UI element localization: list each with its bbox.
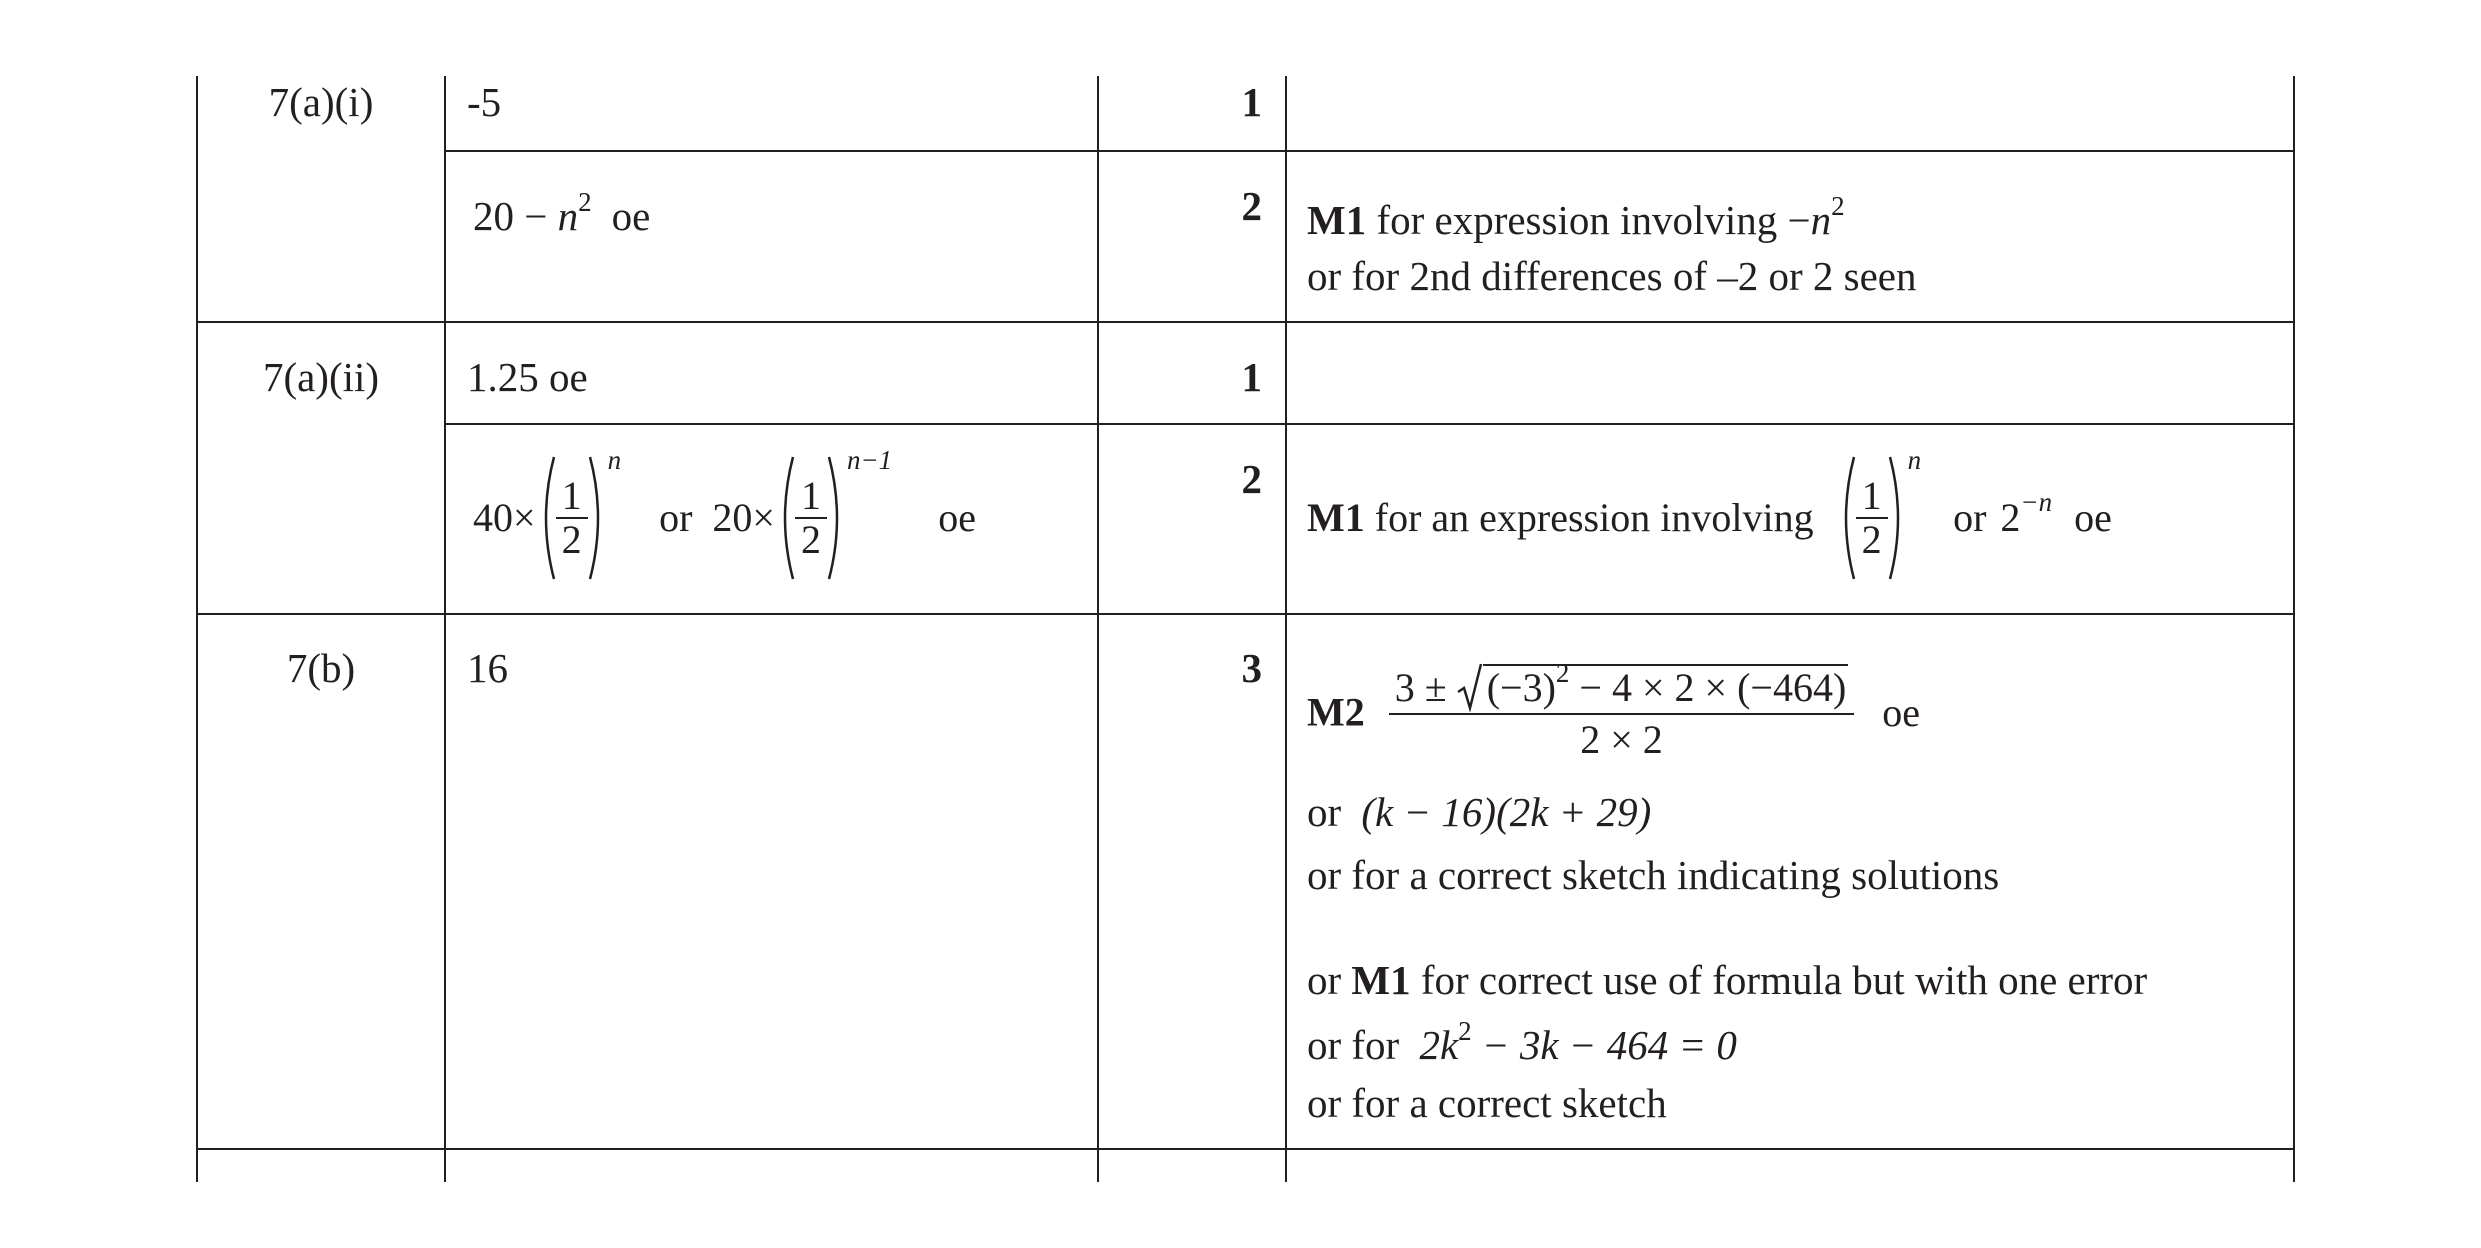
radicand-exponent: 2 — [1555, 658, 1570, 689]
answer-exponent: 2 — [578, 187, 592, 218]
notes-text: for an expression involving — [1364, 495, 1824, 540]
notes-line: or for 2nd differences of –2 or 2 seen — [1307, 253, 1917, 299]
notes-line — [1307, 658, 1921, 762]
row-divider — [444, 150, 2295, 152]
left-paren-icon — [536, 455, 556, 581]
table-divider-question — [444, 76, 446, 1182]
notes-math-sign: − — [1787, 197, 1811, 243]
table-border-left — [196, 76, 198, 1182]
notes-text: for expression involving — [1366, 197, 1788, 243]
radicand-part: − 4 × 2 × (−464) — [1569, 665, 1847, 710]
notes-variable: n — [1810, 197, 1832, 243]
formula-suffix: oe — [1882, 689, 1921, 735]
method-mark: M1 — [1351, 957, 1411, 1003]
answer-suffix: oe — [611, 193, 651, 239]
mark-cell: 1 — [1241, 354, 1262, 400]
method-mark: M1 — [1307, 197, 1367, 243]
radicand-part: (−3) — [1486, 665, 1556, 710]
answer-suffix: oe — [938, 495, 976, 540]
answer-exponent: n−1 — [846, 445, 893, 475]
row-divider — [196, 613, 2295, 615]
notes-line: or for a correct sketch — [1307, 1080, 1667, 1126]
quadratic-exponent: 2 — [1458, 1016, 1472, 1047]
notes-prefix: or — [1307, 957, 1352, 1003]
fraction: $\frac{1}{2}$ — [556, 475, 588, 561]
answer-cell — [473, 187, 651, 239]
fraction: $\frac{1}{2}$ — [795, 475, 827, 561]
fraction: $\frac{1}{2}$ — [1856, 475, 1888, 561]
answer-cell — [473, 445, 976, 581]
formula-numerator-prefix: 3 ± — [1394, 665, 1457, 710]
notes-line — [1307, 789, 1652, 835]
notes-line: or for a correct sketch indicating solutions — [1307, 852, 2000, 898]
notes-exponent: 2 — [1831, 191, 1845, 222]
answer-exponent: n — [607, 445, 622, 475]
answer-expression-prefix: 20 − — [473, 193, 558, 239]
factorised-expression: (k − 16)(2k + 29) — [1361, 789, 1652, 835]
left-paren-icon — [1836, 455, 1856, 581]
notes-line — [1307, 957, 2148, 1003]
row-divider — [196, 321, 2295, 323]
method-mark: M1 — [1307, 495, 1365, 540]
left-paren-icon — [775, 455, 795, 581]
quadratic-rest: − 3k − 464 = 0 — [1471, 1022, 1737, 1068]
answer-cell: 16 — [467, 645, 508, 691]
answer-coefficient: 40× — [473, 495, 536, 540]
notes-prefix: or for — [1307, 1022, 1410, 1068]
square-root-icon — [1457, 658, 1849, 710]
notes-alt-exponent: −n — [2020, 486, 2053, 517]
notes-text: for correct use of formula but with one error — [1410, 957, 2148, 1003]
question-number: 7(a)(i) — [268, 79, 374, 125]
quadratic-term: 2k — [1419, 1022, 1459, 1068]
mark-cell: 2 — [1241, 183, 1262, 229]
notes-line — [1307, 191, 1845, 243]
notes-or: or — [1953, 495, 1987, 540]
answer-or: or — [659, 495, 693, 540]
method-mark: M2 — [1307, 689, 1365, 735]
right-paren-icon — [588, 455, 608, 581]
notes-line — [1307, 1016, 1737, 1068]
notes-alt-base: 2 — [2000, 495, 2021, 540]
table-divider-answer — [1097, 76, 1099, 1182]
row-divider — [196, 1148, 2295, 1150]
answer-variable: n — [557, 193, 579, 239]
question-number: 7(b) — [286, 645, 356, 691]
quadratic-formula — [1389, 658, 1855, 762]
mark-cell: 1 — [1241, 79, 1262, 125]
row-divider — [444, 423, 2295, 425]
right-paren-icon — [827, 455, 847, 581]
right-paren-icon — [1888, 455, 1908, 581]
notes-line — [1307, 445, 2112, 581]
mark-cell: 3 — [1241, 645, 1262, 691]
notes-prefix: or — [1307, 789, 1352, 835]
question-number: 7(a)(ii) — [262, 354, 380, 400]
table-border-right — [2293, 76, 2295, 1182]
notes-suffix: oe — [2074, 495, 2112, 540]
answer-cell: 1.25 oe — [467, 354, 588, 400]
formula-denominator: 2 × 2 — [1580, 717, 1663, 762]
notes-exponent: n — [1907, 445, 1922, 475]
table-divider-mark — [1285, 76, 1287, 1182]
answer-cell: -5 — [467, 79, 502, 125]
mark-cell: 2 — [1241, 456, 1262, 502]
answer-coefficient: 20× — [712, 495, 775, 540]
